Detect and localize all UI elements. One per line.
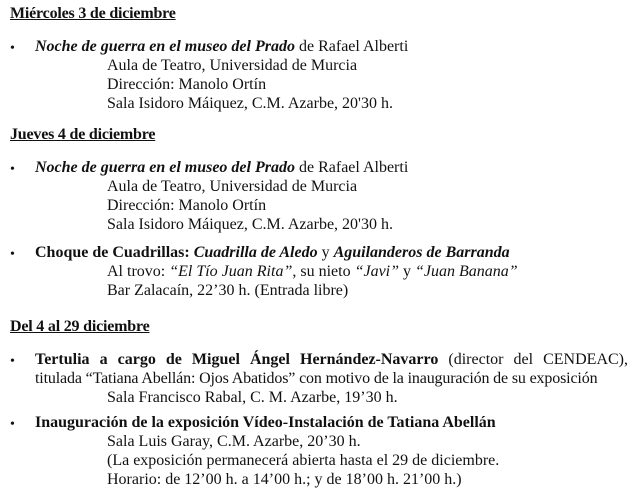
event-title [35,37,408,56]
event-title [35,243,510,262]
play-title: Noche de guerra en el museo del Prado [35,38,295,55]
play-author: de Rafael Alberti [294,38,409,55]
conjunction: y [317,244,334,261]
section-heading-miercoles-3: Miércoles 3 de diciembre [10,5,176,22]
event-detail: Sala Isidoro Máiquez, C.M. Azarbe, 20'30 h. [107,216,393,233]
text: , su nieto [292,263,355,280]
event-title: Inauguración de la exposición Vídeo-Instalación de Tatiana Abellán [35,414,496,431]
bullet-icon: • [10,162,15,177]
bullet-icon: • [10,247,15,262]
bullet-icon: • [10,41,15,56]
event-detail: Horario: de 12’00 h. a 14’00 h.; y de 18’00 h. 21’00 h.) [107,471,462,488]
text: y [399,263,416,280]
section-heading-del-4-al-29: Del 4 al 29 diciembre [10,318,150,335]
bullet-icon: • [10,354,15,369]
event-detail: titulada “Tatiana Abellán: Ojos Abatidos” con motivo de la inauguración de su exposición [35,370,598,387]
event-title [35,158,408,177]
section-heading-jueves-4: Jueves 4 de diciembre [10,126,156,143]
event-detail: Dirección: Manolo Ortín [107,76,267,93]
event-detail [107,262,518,281]
event-name: Tertulia a cargo de Miguel Ángel Hernández-Navarro [35,351,439,368]
event-detail: Dirección: Manolo Ortín [107,197,267,214]
group-name: Aguilanderos de Barranda [333,244,510,261]
trovo-label: Al trovo: [107,263,170,280]
event-name: Choque de Cuadrillas: [35,244,194,261]
event-note: (director del CENDEAC), [438,351,628,368]
event-detail: Sala Isidoro Máiquez, C.M. Azarbe, 20'30 h. [107,95,393,112]
event-detail: (La exposición permanecerá abierta hasta el 29 de diciembre. [107,452,500,469]
group-name: Cuadrilla de Aledo [193,244,318,261]
event-detail: Sala Francisco Rabal, C. M. Azarbe, 19’30 h. [107,389,398,406]
event-title [35,350,628,369]
event-detail: Aula de Teatro, Universidad de Murcia [107,57,358,74]
play-author: de Rafael Alberti [294,159,409,176]
performer-name: “El Tío Juan Rita” [169,263,293,280]
bullet-icon: • [10,417,15,432]
performer-name: “Juan Banana” [415,263,518,280]
event-detail: Sala Luis Garay, C.M. Azarbe, 20’30 h. [107,433,361,450]
performer-name: “Javi” [354,263,400,280]
play-title: Noche de guerra en el museo del Prado [35,159,295,176]
event-detail: Bar Zalacaín, 22’30 h. (Entrada libre) [107,282,349,299]
event-detail: Aula de Teatro, Universidad de Murcia [107,178,358,195]
